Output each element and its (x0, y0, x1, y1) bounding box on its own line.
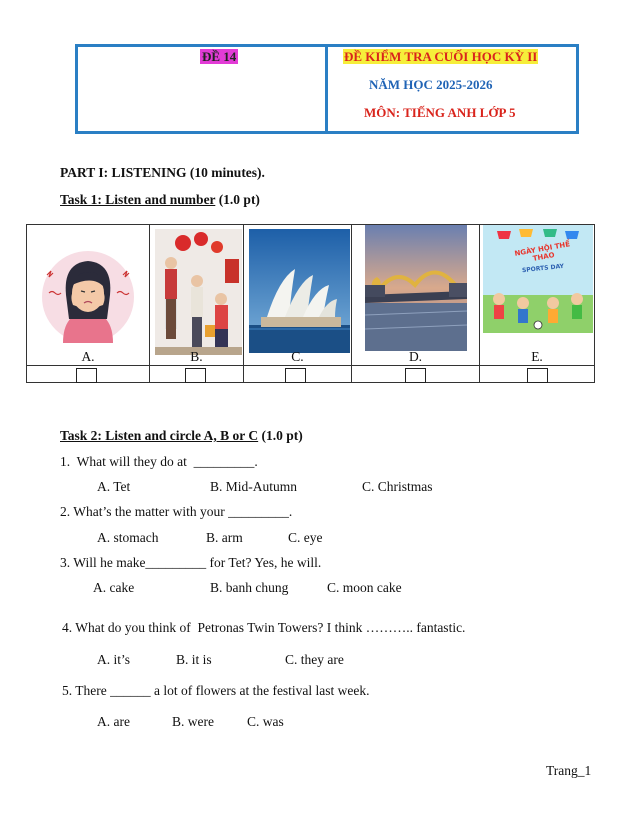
picture-label-b: B. (190, 349, 203, 364)
sports-banner-title: NGÀY HỘI THỂ THAO (513, 240, 571, 263)
q5-option-a[interactable]: A. are (97, 714, 130, 729)
answer-box-e[interactable] (527, 368, 548, 383)
task1-points: (1.0 pt) (215, 192, 260, 207)
q1-option-a[interactable]: A. Tet (97, 479, 131, 494)
exam-code: ĐỀ 14 (202, 49, 237, 64)
q2-option-b[interactable]: B. arm (206, 530, 243, 545)
question-2: 2. What’s the matter with your _________. (60, 504, 293, 519)
q3-option-b[interactable]: B. banh chung (210, 580, 289, 595)
q3-option-a[interactable]: A. cake (93, 580, 135, 595)
task1-title: Task 1: Listen and number (60, 192, 216, 207)
task1-heading (60, 192, 260, 208)
q1-option-c[interactable]: C. Christmas (362, 479, 433, 494)
subject: MÔN: TIẾNG ANH LỚP 5 (364, 105, 516, 120)
q1-option-b[interactable]: B. Mid-Autumn (210, 479, 298, 494)
exam-title: ĐỀ KIỂM TRA CUỐI HỌC KỲ II (344, 49, 538, 64)
picture-label-d: D. (408, 349, 423, 364)
part-title: PART I: LISTENING (10 minutes). (60, 165, 265, 180)
question-4: 4. What do you think of Petronas Twin Towers? I think ……….. fantastic. (62, 620, 466, 635)
picture-d-dragon-bridge (365, 225, 467, 351)
question-5: 5. There ______ a lot of flowers at the festival last week. (62, 683, 370, 698)
question-3: 3. Will he make_________ for Tet? Yes, he will. (60, 555, 322, 570)
q5-option-c[interactable]: C. was (247, 714, 284, 729)
q2-option-c[interactable]: C. eye (288, 530, 323, 545)
task2-heading (60, 428, 303, 444)
question-1: 1. What will they do at _________. (60, 454, 258, 469)
page-number: Trang_1 (546, 763, 592, 778)
q3-option-c[interactable]: C. moon cake (327, 580, 402, 595)
picture-label-c: C. (291, 349, 304, 364)
sports-banner-subtitle: SPORTS DAY (521, 262, 565, 275)
q2-option-a[interactable]: A. stomach (97, 530, 159, 545)
q5-option-b[interactable]: B. were (172, 714, 214, 729)
answer-box-c[interactable] (285, 368, 306, 383)
q4-option-b[interactable]: B. it is (176, 652, 212, 667)
picture-a-sick-girl (33, 245, 143, 345)
task2-points: (1.0 pt) (258, 428, 303, 443)
picture-table (26, 224, 595, 383)
header-divider (325, 44, 328, 134)
picture-e-sports-day (483, 225, 593, 333)
answer-box-b[interactable] (185, 368, 206, 383)
answer-box-a[interactable] (76, 368, 97, 383)
q4-option-c[interactable]: C. they are (285, 652, 344, 667)
picture-label-a: A. (81, 349, 95, 364)
picture-label-e: E. (531, 349, 543, 364)
picture-b-family-tet (155, 229, 242, 355)
answer-box-d[interactable] (405, 368, 426, 383)
q4-option-a[interactable]: A. it’s (97, 652, 131, 667)
picture-c-opera-house (249, 229, 350, 353)
school-year: NĂM HỌC 2025-2026 (369, 77, 493, 92)
task2-title: Task 2: Listen and circle A, B or C (60, 428, 259, 443)
